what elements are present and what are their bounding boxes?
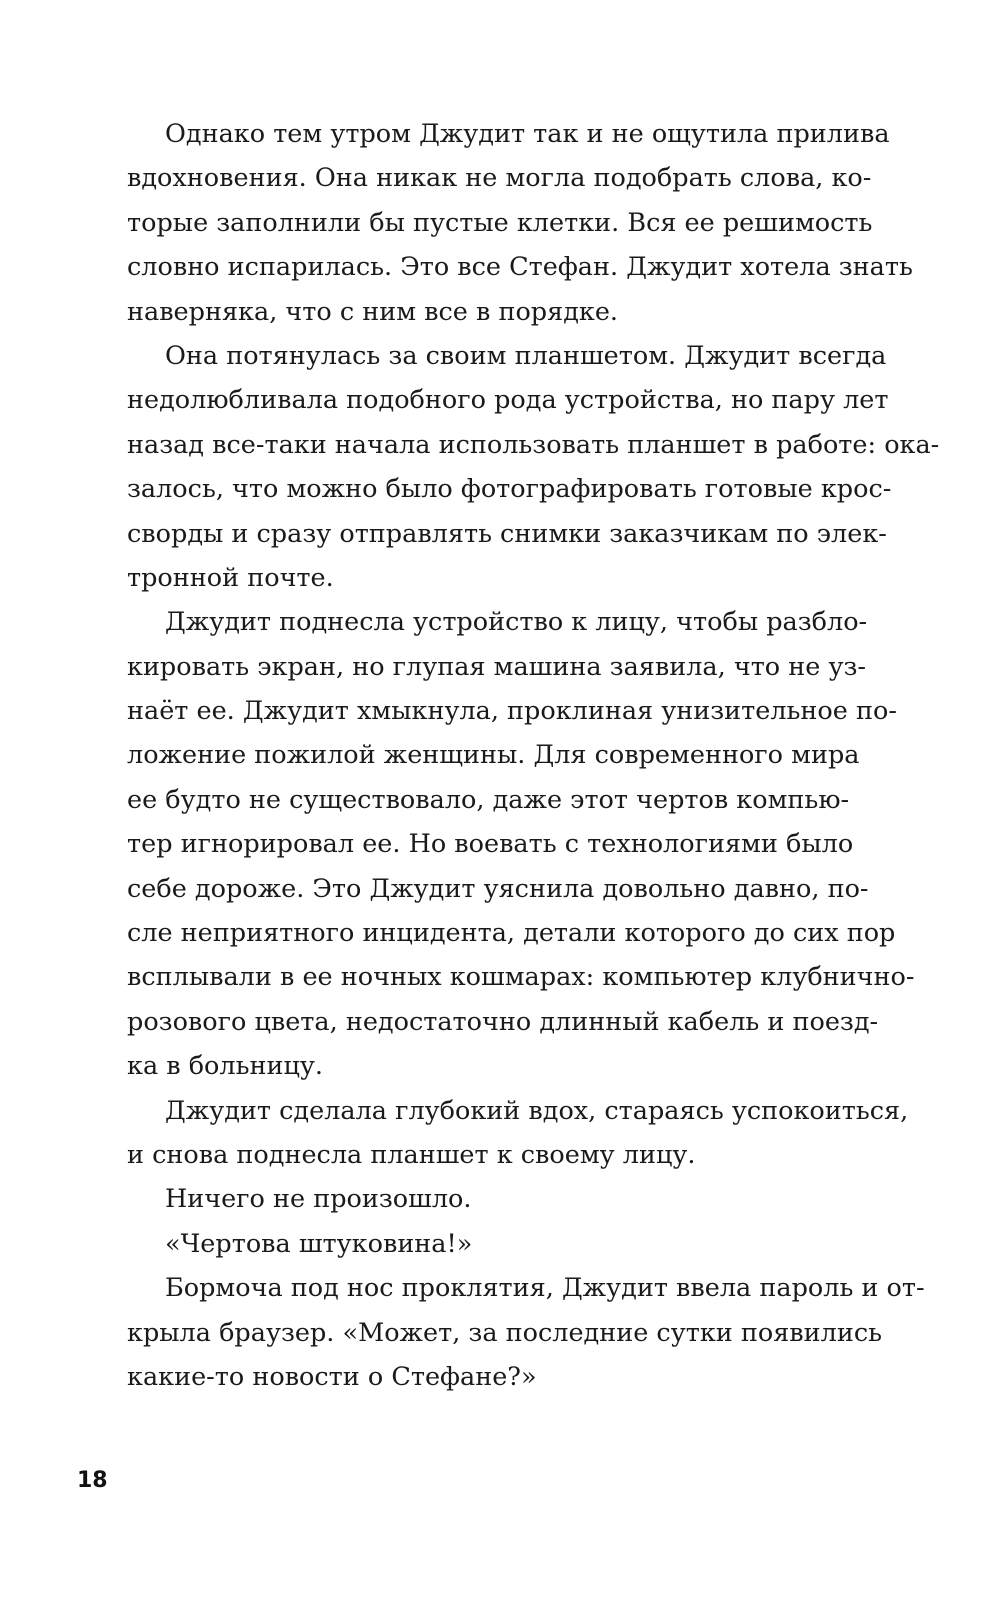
text-line: себе дороже. Это Джудит уяснила довольно давно, по- <box>127 873 869 904</box>
text-line: Бормоча под нос проклятия, Джудит ввела пароль и от- <box>165 1273 925 1304</box>
text-line: крыла браузер. «Может, за последние сутки появились <box>127 1317 883 1348</box>
page-number: 18 <box>77 1468 108 1493</box>
text-line: Ничего не произошло. <box>165 1184 472 1215</box>
text-line: розового цвета, недостаточно длинный кабель и поезд- <box>127 1006 879 1037</box>
text-line: ложение пожилой женщины. Для современного мира <box>127 740 860 771</box>
text-line: сворды и сразу отправлять снимки заказчикам по элек- <box>127 518 887 549</box>
text-line: какие-то новости о Стефане?» <box>127 1361 537 1392</box>
text-line: тер игнорировал ее. Но воевать с технологиями было <box>127 829 854 860</box>
text-line: ее будто не существовало, даже этот чертов компью- <box>127 784 850 815</box>
text-line: торые заполнили бы пустые клетки. Вся ее решимость <box>127 207 873 238</box>
text-line: всплывали в ее ночных кошмарах: компьютер клубнично- <box>127 962 915 993</box>
text-line: назад все-таки начала использовать планшет в работе: ока- <box>127 429 940 460</box>
text-line: сле неприятного инцидента, детали которого до сих пор <box>127 918 896 949</box>
text-line: недолюбливала подобного рода устройства, но пару лет <box>127 385 889 416</box>
body-text <box>127 112 940 1399</box>
text-line: Джудит сделала глубокий вдох, стараясь успокоиться, <box>165 1095 909 1126</box>
text-line: словно испарилась. Это все Стефан. Джудит хотела знать <box>127 252 913 283</box>
text-line: Джудит поднесла устройство к лицу, чтобы разбло- <box>165 607 868 638</box>
text-line: наверняка, что с ним все в порядке. <box>127 296 619 327</box>
text-line: ка в больницу. <box>127 1051 323 1082</box>
text-line: вдохновения. Она никак не могла подобрать слова, ко- <box>127 163 872 194</box>
text-line: Она потянулась за своим планшетом. Джудит всегда <box>165 340 887 371</box>
text-line: Однако тем утром Джудит так и не ощутила прилива <box>165 119 890 149</box>
text-line: залось, что можно было фотографировать готовые крос- <box>127 474 892 505</box>
text-line: тронной почте. <box>127 562 334 593</box>
text-line: и снова поднесла планшет к своему лицу. <box>127 1139 696 1170</box>
text-line: наёт ее. Джудит хмыкнула, проклиная унизительное по- <box>127 696 897 727</box>
text-line: «Чертова штуковина!» <box>165 1228 473 1259</box>
text-line: кировать экран, но глупая машина заявила, что не уз- <box>127 651 866 682</box>
